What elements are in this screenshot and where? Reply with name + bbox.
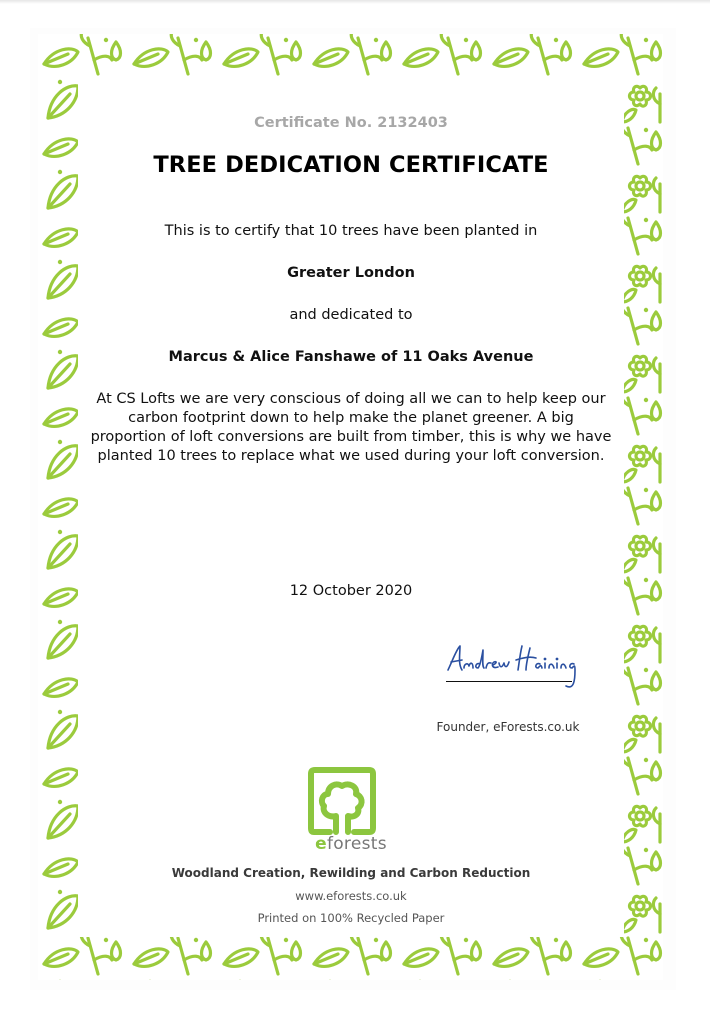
intro-text: This is to certify that 10 trees have been planted in xyxy=(164,223,538,239)
brand-website: www.eforests.co.uk xyxy=(295,889,407,903)
planting-location: Greater London xyxy=(287,265,415,281)
viewer-top-shadow xyxy=(0,0,710,4)
tree-in-square-icon xyxy=(306,766,378,838)
certificate-number: Certificate No. 2132403 xyxy=(254,115,448,131)
certificate-content xyxy=(78,76,624,937)
certificate-title: TREE DEDICATION CERTIFICATE xyxy=(153,152,549,178)
logo-prefix: e xyxy=(315,834,327,854)
brand-tagline: Woodland Creation, Rewilding and Carbon Reduction xyxy=(171,866,531,880)
recipient-name: Marcus & Alice Fanshawe of 11 Oaks Avenue xyxy=(168,349,534,365)
dedication-intro: and dedicated to xyxy=(289,307,413,323)
body-paragraph: At CS Lofts we are very conscious of doing all we can to help keep our carbon footprint down to help make the planet greener. A big proportion of loft conversions are built from timber, this is why we have planted 10 trees to replace what we used during your loft conversion. xyxy=(90,391,612,464)
signatory-title: Founder, eForests.co.uk xyxy=(436,720,580,734)
recycled-paper-note: Printed on 100% Recycled Paper xyxy=(257,911,445,925)
signature-line xyxy=(446,681,572,682)
signature-icon xyxy=(442,634,582,694)
logo-rest: forests xyxy=(326,834,387,854)
certificate-date: 12 October 2020 xyxy=(289,583,413,599)
eforests-logo-text xyxy=(78,834,624,854)
